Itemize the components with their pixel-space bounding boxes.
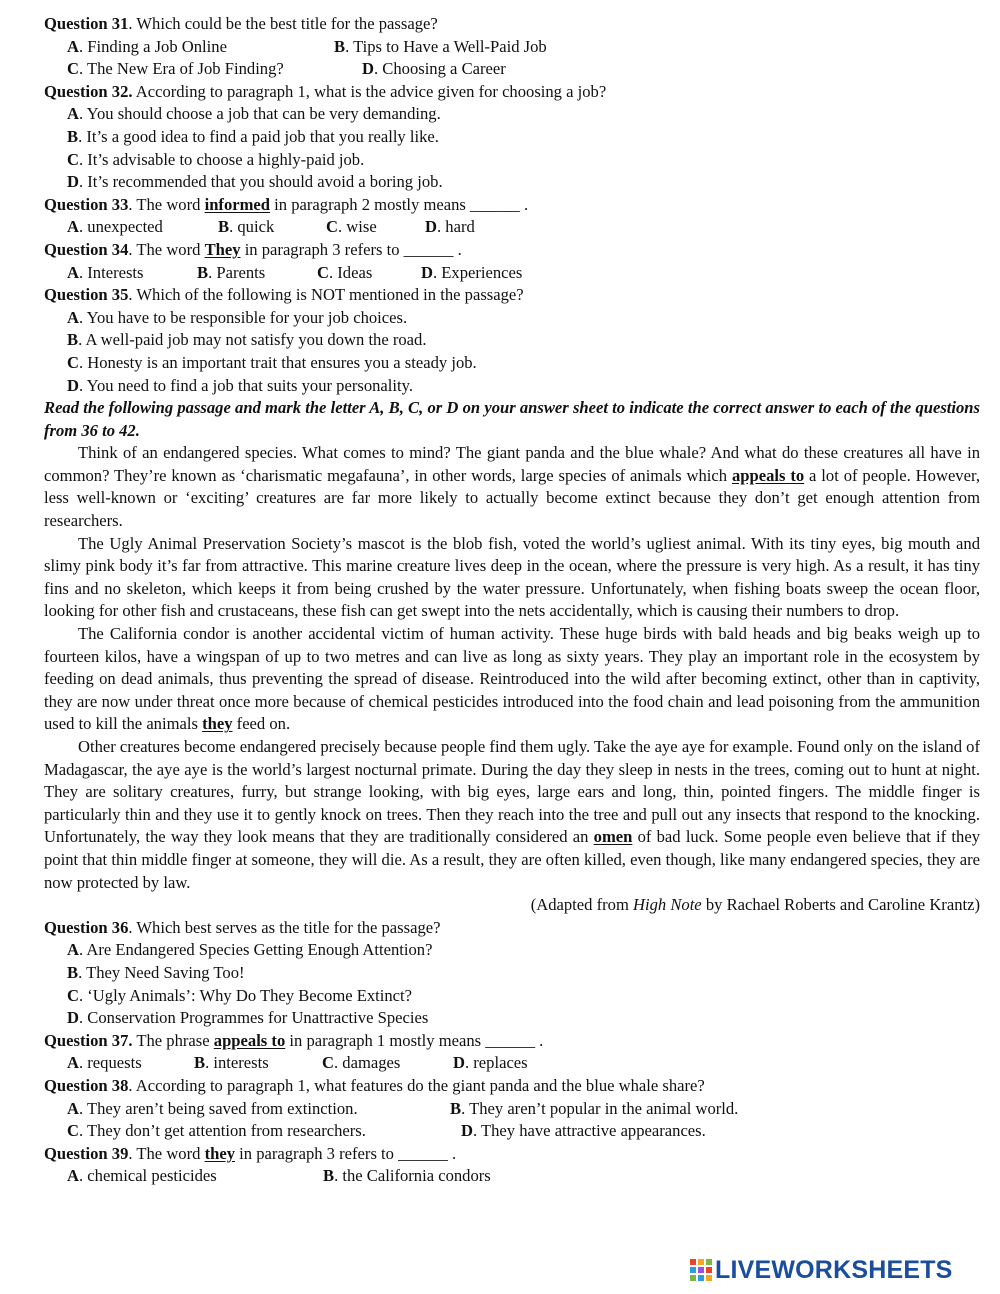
- option-34-a[interactable]: A. Interests: [67, 262, 144, 282]
- passage-paragraph-1: Think of an endangered species. What comes to mind? The giant panda and the blue whale? And what do these creatures all have in common? They’re known as ‘charismatic megafauna’, in other words, large species of animals which appeals to a lot of people. However, less well-known or ‘exciting’ creatures are far more likely to actually become extinct because they don’t get enough attention from researchers.: [44, 443, 980, 531]
- option-39-a[interactable]: A. chemical pesticides: [67, 1166, 217, 1186]
- option-34-d[interactable]: D. Experiences: [421, 262, 523, 282]
- liveworksheets-brand: [690, 1255, 953, 1285]
- brand-name: LIVEWORKSHEETS: [715, 1255, 953, 1284]
- option-36-c[interactable]: C. ‘Ugly Animals’: Why Do They Become Extinct?: [67, 985, 413, 1005]
- keyword-they-q34: They: [204, 239, 241, 259]
- passage-paragraph-2: The Ugly Animal Preservation Society’s mascot is the blob fish, voted the world’s ugliest animal. With its tiny eyes, big mouth and slimy pink body it’s far from attractive. This marine creature lives deep in the ocean, where the pressure is very high. As a result, it has tiny fins and no skeleton, which keeps it from being crushed by the water pressure. Unfortunately, when fishing boats sweep the ocean floor, looking for other fish and crustaceans, these fish can get swept into the nets accidentally, which is causing their numbers to drop.: [44, 533, 980, 621]
- option-37-b[interactable]: B. interests: [194, 1053, 269, 1073]
- option-37-d[interactable]: D. replaces: [453, 1053, 528, 1073]
- question-31-options-row-2: [44, 58, 980, 81]
- option-38-c[interactable]: C. They don’t get attention from researchers.: [67, 1121, 366, 1141]
- question-31: Question 31. Which could be the best title for the passage?: [44, 14, 438, 33]
- option-33-a[interactable]: A. unexpected: [67, 217, 163, 237]
- option-31-a[interactable]: A. Finding a Job Online: [67, 36, 227, 56]
- option-37-c[interactable]: C. damages: [322, 1053, 401, 1073]
- reading-instruction: Read the following passage and mark the letter A, B, C, or D on your answer sheet to indicate the correct answer to each of the questions from 36 to 42.: [44, 398, 980, 440]
- option-32-a[interactable]: A. You should choose a job that can be very demanding.: [67, 104, 441, 124]
- passage-paragraph-4: Other creatures become endangered precisely because people find them ugly. Take the aye aye for example. Found only on the island of Madagascar, the aye aye is the world’s largest nocturnal primate. During the day they sleep in nests in the trees, coming out to hunt at night. They are solitary creatures, furry, but strange looking, with big eyes, large ears and long, thin, pointed fingers. The middle finger is particularly thin and they use it to gently knock on trees. Then they reach into the tree and pull out any insects that respond to the knocking. Unfortunately, the way they look means that they are traditionally considered an omen of bad luck. Some people even believe that if they point that thin middle finger at someone, they will die. As a result, they are often killed, even though, like many endangered species, they are now protected by law.: [44, 737, 980, 892]
- question-33-options: [44, 216, 980, 239]
- keyword-appeals-to-q37: appeals to: [213, 1030, 286, 1050]
- keyword-omen: omen: [593, 827, 633, 847]
- question-34-options: [44, 262, 980, 285]
- option-31-b[interactable]: B. Tips to Have a Well-Paid Job: [334, 36, 547, 56]
- liveworksheets-logo-icon: [690, 1259, 712, 1281]
- question-35: Question 35. Which of the following is NOT mentioned in the passage?: [44, 285, 524, 305]
- question-39-options: [44, 1165, 980, 1188]
- option-33-c[interactable]: C. wise: [326, 217, 377, 237]
- question-33: Question 33. The word informed in paragraph 2 mostly means ______ .: [44, 194, 529, 214]
- option-36-d[interactable]: D. Conservation Programmes for Unattractive Species: [67, 1008, 429, 1028]
- option-34-c[interactable]: C. Ideas: [317, 262, 373, 282]
- question-39: Question 39. The word they in paragraph 3 refers to ______ .: [44, 1143, 457, 1163]
- keyword-they-q39: they: [204, 1143, 235, 1163]
- question-38: Question 38. According to paragraph 1, what features do the giant panda and the blue whale share?: [44, 1075, 705, 1095]
- passage-paragraph-3: The California condor is another accidental victim of human activity. These huge birds with bald heads and big beaks weigh up to fourteen kilos, have a wingspan of up to two metres and can live as long as sixty years. They play an important role in the ecosystem by feeding on dead animals, thus preventing the spread of disease. Reintroduced into the wild after becoming extinct, other than in captivity, they are now under threat once more because of chemical pesticides introduced into the food chain and lead poisoning from the ammunition used to kill the animals they feed on.: [44, 624, 980, 734]
- option-36-b[interactable]: B. They Need Saving Too!: [67, 962, 245, 982]
- option-33-b[interactable]: B. quick: [218, 217, 275, 237]
- option-38-b[interactable]: B. They aren’t popular in the animal world.: [450, 1098, 739, 1118]
- option-35-d[interactable]: D. You need to find a job that suits your personality.: [67, 375, 413, 395]
- question-37: Question 37. The phrase appeals to in paragraph 1 mostly means ______ .: [44, 1030, 544, 1050]
- option-32-c[interactable]: C. It’s advisable to choose a highly-paid job.: [67, 149, 365, 169]
- question-36: Question 36. Which best serves as the title for the passage?: [44, 917, 441, 937]
- question-37-options: [44, 1052, 980, 1075]
- option-36-a[interactable]: A. Are Endangered Species Getting Enough Attention?: [67, 940, 433, 960]
- option-38-a[interactable]: A. They aren’t being saved from extinction.: [67, 1098, 358, 1118]
- option-39-b[interactable]: B. the California condors: [323, 1166, 491, 1186]
- worksheet-page: [44, 13, 980, 1188]
- question-38-options-row-1: [44, 1098, 980, 1121]
- option-31-d[interactable]: D. Choosing a Career: [362, 59, 506, 79]
- option-34-b[interactable]: B. Parents: [197, 262, 266, 282]
- option-32-d[interactable]: D. It’s recommended that you should avoid a boring job.: [67, 172, 443, 192]
- option-35-c[interactable]: C. Honesty is an important trait that ensures you a steady job.: [67, 352, 477, 372]
- option-32-b[interactable]: B. It’s a good idea to find a paid job that you really like.: [67, 126, 439, 146]
- option-35-a[interactable]: A. You have to be responsible for your job choices.: [67, 307, 408, 327]
- option-35-b[interactable]: B. A well-paid job may not satisfy you down the road.: [67, 330, 427, 350]
- keyword-appeals-to: appeals to: [731, 465, 805, 485]
- passage-source: (Adapted from High Note by Rachael Roberts and Caroline Krantz): [530, 895, 980, 915]
- option-38-d[interactable]: D. They have attractive appearances.: [461, 1121, 706, 1141]
- option-37-a[interactable]: A. requests: [67, 1053, 142, 1073]
- question-31-options-row-1: [44, 36, 980, 59]
- question-32: Question 32. According to paragraph 1, what is the advice given for choosing a job?: [44, 81, 607, 101]
- option-31-c[interactable]: C. The New Era of Job Finding?: [67, 59, 284, 79]
- keyword-informed: informed: [204, 194, 271, 214]
- question-38-options-row-2: [44, 1120, 980, 1143]
- option-33-d[interactable]: D. hard: [425, 217, 475, 237]
- keyword-they-passage: they: [202, 714, 233, 734]
- question-34: Question 34. The word They in paragraph 3 refers to ______ .: [44, 239, 462, 259]
